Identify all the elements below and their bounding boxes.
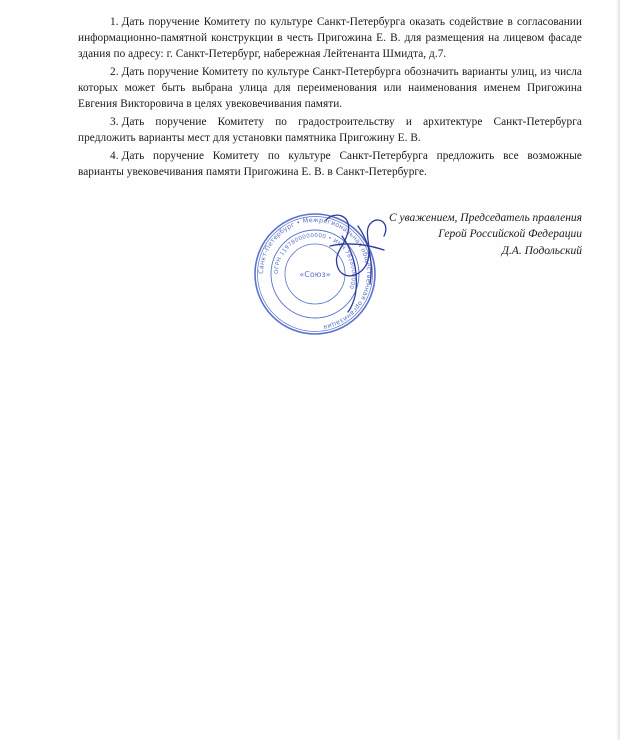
item-number: 1. (110, 16, 119, 28)
resolution-item-4 (78, 148, 582, 180)
item-number: 3. (110, 116, 119, 128)
signature-block (322, 210, 582, 259)
seal-center-text: «Союз» (299, 270, 331, 279)
resolution-items (78, 14, 582, 182)
resolution-item-3 (78, 114, 582, 146)
resolution-item-1 (78, 14, 582, 62)
item-text: Дать поручение Комитету по градостроительству и архитектуре Санкт-Петербурга предложить варианты мест для установки памятника Пригожину Е. В. (78, 116, 582, 144)
resolution-item-2 (78, 64, 582, 112)
seal-outer-text: Санкт-Петербург • Межрегиональная общественная организация (256, 215, 374, 332)
signature-greeting: С уважением, Председатель правления (388, 212, 582, 224)
signature-name: Д.А. Подольский (501, 245, 582, 257)
item-text: Дать поручение Комитету по культуре Санкт-Петербурга обозначить варианты улиц, из числа которых может быть выбрана улица для переименования или наименования именем Пригожина Евгения Викторовича в целях увековечивания памяти. (78, 66, 582, 110)
item-number: 4. (110, 150, 119, 162)
item-text: Дать поручение Комитету по культуре Санкт-Петербурга оказать содействие в согласовании информационно-памятной конструкции в честь Пригожина Е. В. для размещения на лицевом фасаде здания по адресу: г. Санкт-Петербург, набережная Лейтенанта Шмидта, д.7. (78, 16, 582, 60)
item-text: Дать поручение Комитету по культуре Санкт-Петербурга предложить все возможные варианты увековечивания памяти Пригожина Е. В. в Санкт-Петербурге. (78, 150, 582, 178)
item-number: 2. (110, 66, 119, 78)
seal-inner-text: ОГРН 1197800000000 • ИНН 7838000000 (273, 232, 357, 290)
signature-title: Герой Российской Федерации (438, 228, 582, 240)
